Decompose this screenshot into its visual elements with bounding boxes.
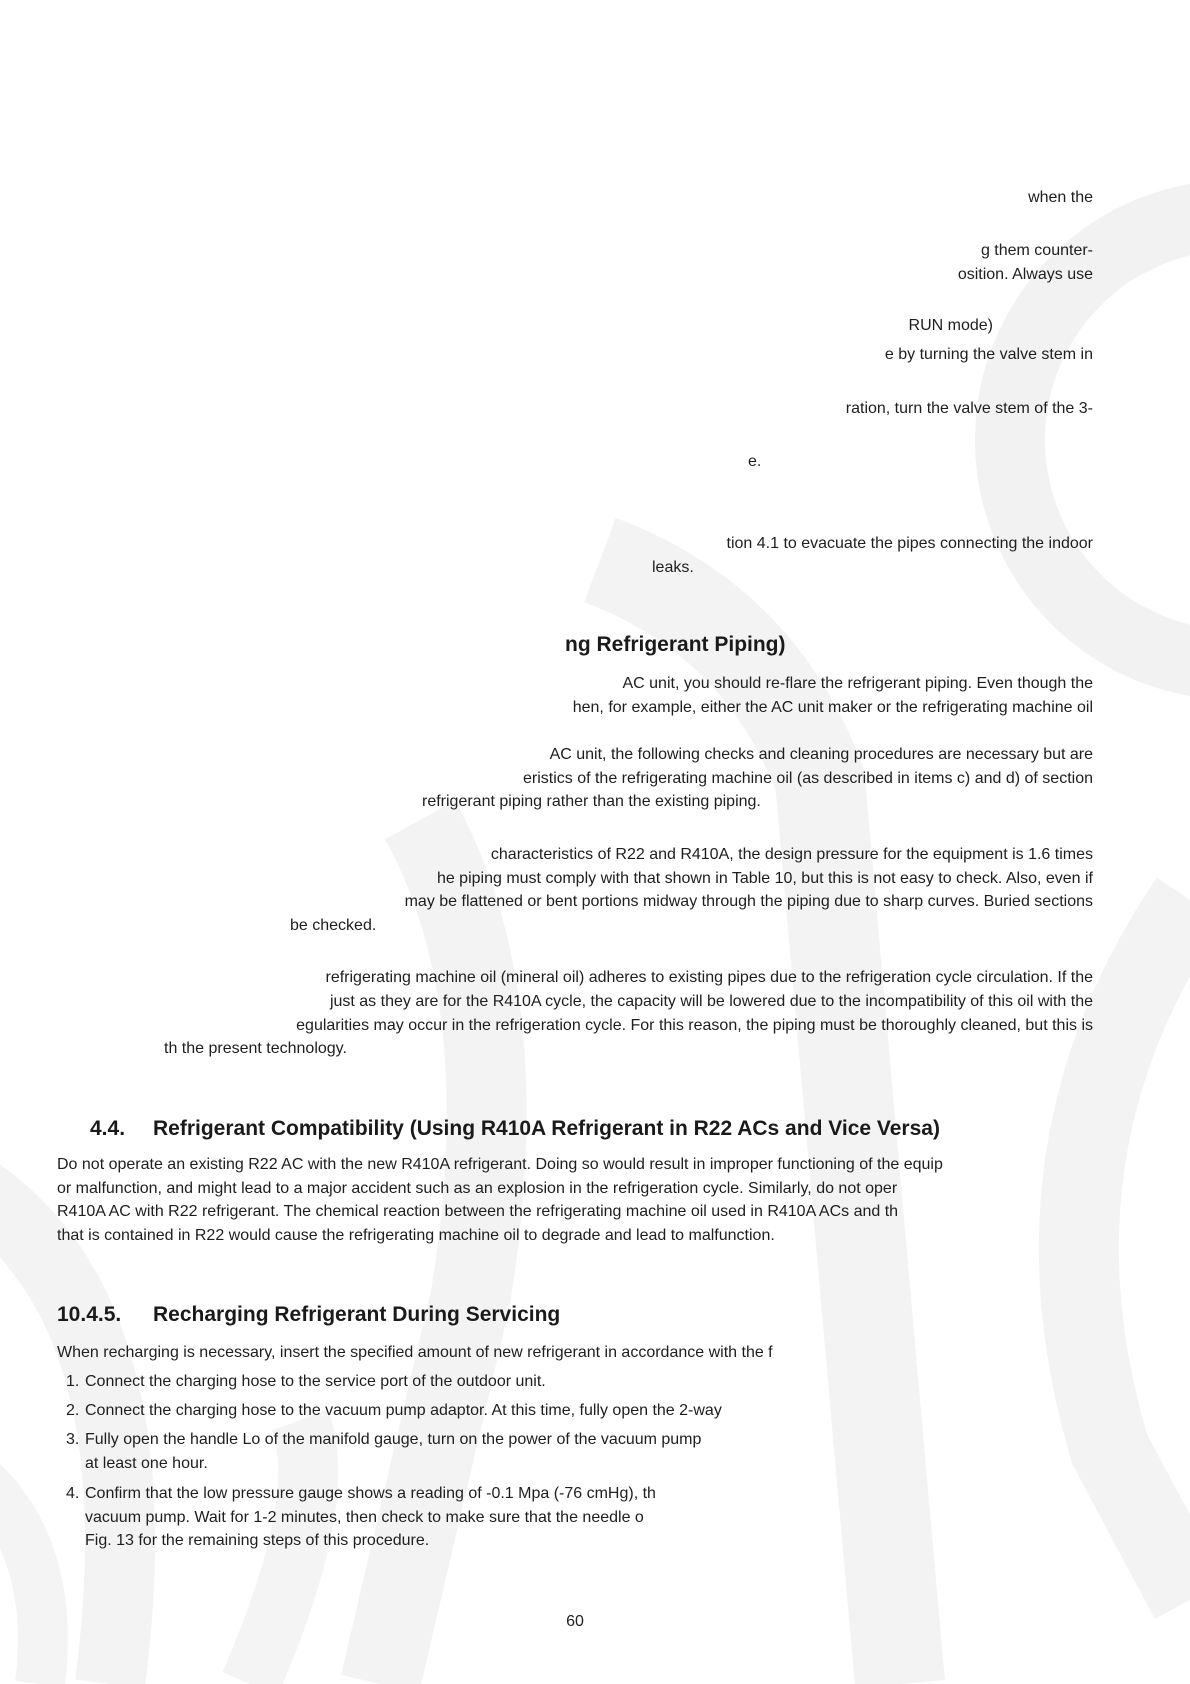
paragraph-line: that is contained in R22 would cause the refrigerating machine oil to degrade and lead to malfunction.	[57, 1227, 775, 1244]
paragraph-line: Do not operate an existing R22 AC with the new R410A refrigerant. Doing so would result in improper functioning of the equip	[57, 1156, 943, 1173]
step-line: Connect the charging hose to the vacuum pump adaptor. At this time, fully open the 2-way	[85, 1402, 722, 1419]
paragraph-line: may be flattened or bent portions midway through the piping due to sharp curves. Buried sections	[404, 893, 1093, 910]
section-heading-reflaring: ng Refrigerant Piping)	[565, 633, 786, 656]
step-line: Confirm that the low pressure gauge shows a reading of -0.1 Mpa (-76 cmHg), th	[85, 1485, 656, 1502]
section-title-10-4-5: Recharging Refrigerant During Servicing	[153, 1303, 561, 1326]
paragraph-line: egularities may occur in the refrigeration cycle. For this reason, the piping must be thoroughly cleaned, but this is	[296, 1017, 1093, 1034]
paragraph-line: characteristics of R22 and R410A, the design pressure for the equipment is 1.6 times	[490, 846, 1093, 863]
paragraph-line: AC unit, you should re-flare the refrigerant piping. Even though the	[622, 675, 1093, 692]
paragraph-line: just as they are for the R410A cycle, the capacity will be lowered due to the incompatibility of this oil with the	[329, 993, 1093, 1010]
step-number: 1.	[66, 1373, 80, 1390]
section-title-4-4: Refrigerant Compatibility (Using R410A Refrigerant in R22 ACs and Vice Versa)	[153, 1117, 940, 1140]
paragraph-line: or malfunction, and might lead to a major accident such as an explosion in the refrigeration cycle. Similarly, do not oper	[57, 1180, 898, 1197]
intro-line: When recharging is necessary, insert the specified amount of new refrigerant in accordance with the f	[57, 1344, 773, 1361]
fragment-line: leaks.	[652, 559, 694, 576]
paragraph-line: hen, for example, either the AC unit maker or the refrigerating machine oil	[572, 699, 1093, 716]
fragment-line: tion 4.1 to evacuate the pipes connecting the indoor	[726, 535, 1093, 552]
fragment-line: ration, turn the valve stem of the 3-	[845, 400, 1093, 417]
paragraph-line: th the present technology.	[164, 1040, 347, 1057]
paragraph-line: AC unit, the following checks and cleaning procedures are necessary but are	[549, 746, 1093, 763]
step-number: 4.	[66, 1485, 80, 1502]
step-line: at least one hour.	[85, 1455, 208, 1472]
paragraph-line: refrigerating machine oil (mineral oil) adheres to existing pipes due to the refrigeration cycle circulation. If the	[325, 969, 1093, 986]
step-line: Fully open the handle Lo of the manifold gauge, turn on the power of the vacuum pump	[85, 1431, 702, 1448]
fragment-line: e by turning the valve stem in	[884, 346, 1093, 363]
fragment-line: g them counter-	[980, 242, 1093, 259]
fragment-line: osition. Always use	[957, 266, 1093, 283]
paragraph-line: eristics of the refrigerating machine oil (as described in items c) and d) of section	[522, 770, 1093, 787]
paragraph-line: he piping must comply with that shown in Table 10, but this is not easy to check. Also, even if	[436, 870, 1093, 887]
section-number-10-4-5: 10.4.5.	[57, 1303, 122, 1326]
page-number: 60	[566, 1613, 584, 1630]
paragraph-line: R410A AC with R22 refrigerant. The chemical reaction between the refrigerating machine oil used in R410A ACs and th	[57, 1203, 899, 1220]
paragraph-line: be checked.	[290, 917, 377, 934]
step-number: 2.	[66, 1402, 80, 1419]
paragraph-line: refrigerant piping rather than the existing piping.	[422, 793, 761, 810]
step-line: vacuum pump. Wait for 1-2 minutes, then check to make sure that the needle o	[85, 1509, 644, 1526]
section-number-4-4: 4.4.	[90, 1117, 126, 1140]
fragment-line: e.	[748, 453, 762, 470]
fragment-line: when the	[1028, 189, 1093, 206]
step-line: Fig. 13 for the remaining steps of this procedure.	[85, 1532, 430, 1549]
fragment-line: RUN mode)	[908, 317, 993, 334]
step-line: Connect the charging hose to the service port of the outdoor unit.	[85, 1373, 546, 1390]
step-number: 3.	[66, 1431, 80, 1448]
